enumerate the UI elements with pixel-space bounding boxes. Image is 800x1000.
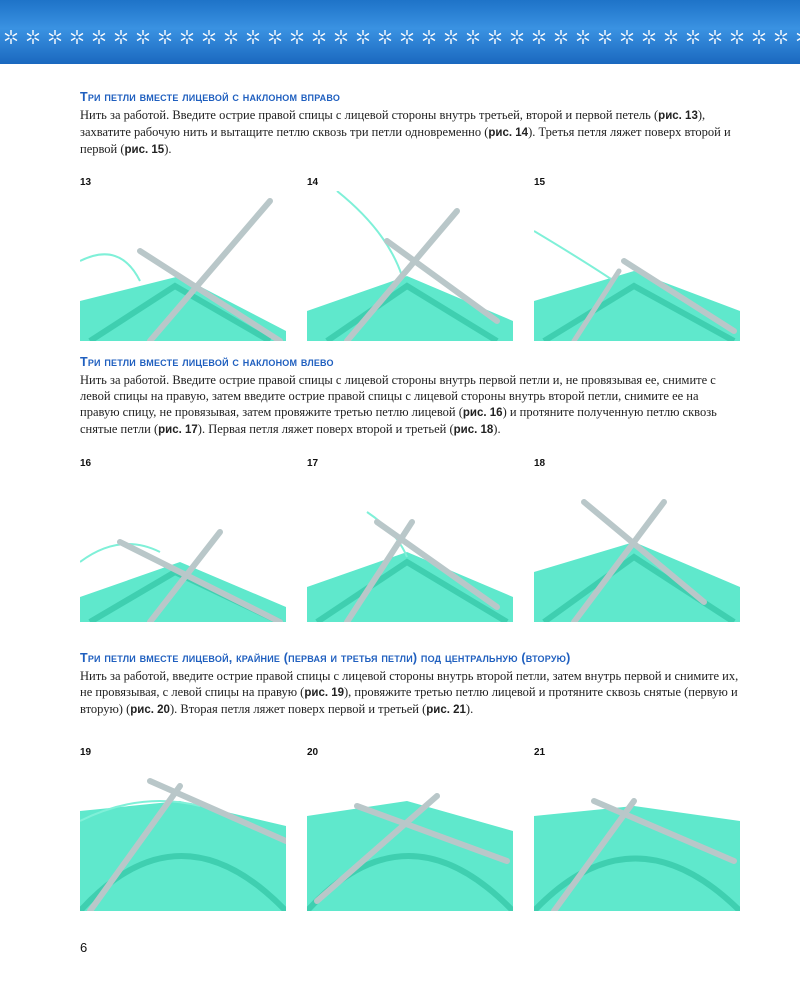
knitting-photo-icon xyxy=(80,472,286,622)
knitting-photo-icon xyxy=(534,761,740,911)
figure-number: 14 xyxy=(307,177,319,188)
knitting-photo-icon xyxy=(80,191,286,341)
section-title-right-slant: Три петли вместе лицевой с наклоном вправо xyxy=(80,90,341,104)
section-title-left-slant: Три петли вместе лицевой с наклоном влево xyxy=(80,355,334,369)
figure-15 xyxy=(534,177,740,341)
figure-17 xyxy=(307,458,513,622)
knitting-photo-icon xyxy=(307,761,513,911)
page-number: 6 xyxy=(80,940,88,955)
figure-number: 21 xyxy=(534,747,546,758)
figure-20 xyxy=(307,747,513,911)
figure-16 xyxy=(80,458,286,622)
figure-18 xyxy=(534,458,740,622)
figure-number: 18 xyxy=(534,458,546,469)
knitting-photo-icon xyxy=(307,472,513,622)
section-title-center-over: Три петли вместе лицевой, крайние (первая и третья петли) под центральную (вторую) xyxy=(80,651,571,665)
figure-number: 16 xyxy=(80,458,92,469)
snowflake-border-icon xyxy=(0,26,800,48)
figure-13 xyxy=(80,177,286,341)
section-text-right-slant: Нить за работой. Введите острие правой спицы с лицевой стороны внутрь третьей, второй и первой петель (рис. 13), захватите рабочую нить и вытащите петлю сквозь три петли одновременно (рис. 14). Третья петля ляжет поверх второй и первой (рис. 15). xyxy=(80,108,731,156)
section-text-center-over: Нить за работой, введите острие правой спицы с лицевой стороны внутрь второй петли, затем внутрь первой и снимите их, не провязывая, с левой спицы на правую (рис. 19), провяжите третью петлю лицевой и протяните сквозь снятые (первую и вторую) (рис. 20). Вторая петля ляжет поверх первой и третьей (рис. 21). xyxy=(80,669,739,716)
figure-21 xyxy=(534,747,740,911)
knitting-photo-icon xyxy=(80,761,286,911)
figure-number: 20 xyxy=(307,747,319,758)
figure-number: 13 xyxy=(80,177,92,188)
knitting-photo-icon xyxy=(307,191,513,341)
header-banner xyxy=(0,0,800,64)
knitting-photo-icon xyxy=(534,191,740,341)
figure-number: 15 xyxy=(534,177,546,188)
section-text-left-slant: Нить за работой. Введите острие правой спицы с лицевой стороны внутрь первой петли и, не провязывая ее, снимите с левой спицы на правую, затем введите острие правой спицы с лицевой стороны внутрь второй петли, снимите ее на правую спицу, не провязывая, затем провяжите третью петлю лицевой (рис. 16) и протяните полученную петлю сквозь снятые петли (рис. 17). Первая петля ляжет поверх второй и третьей (рис. 18). xyxy=(80,373,717,436)
figure-number: 17 xyxy=(307,458,319,469)
figure-number: 19 xyxy=(80,747,92,758)
figure-19 xyxy=(80,747,286,911)
figure-14 xyxy=(307,177,513,341)
knitting-photo-icon xyxy=(534,472,740,622)
